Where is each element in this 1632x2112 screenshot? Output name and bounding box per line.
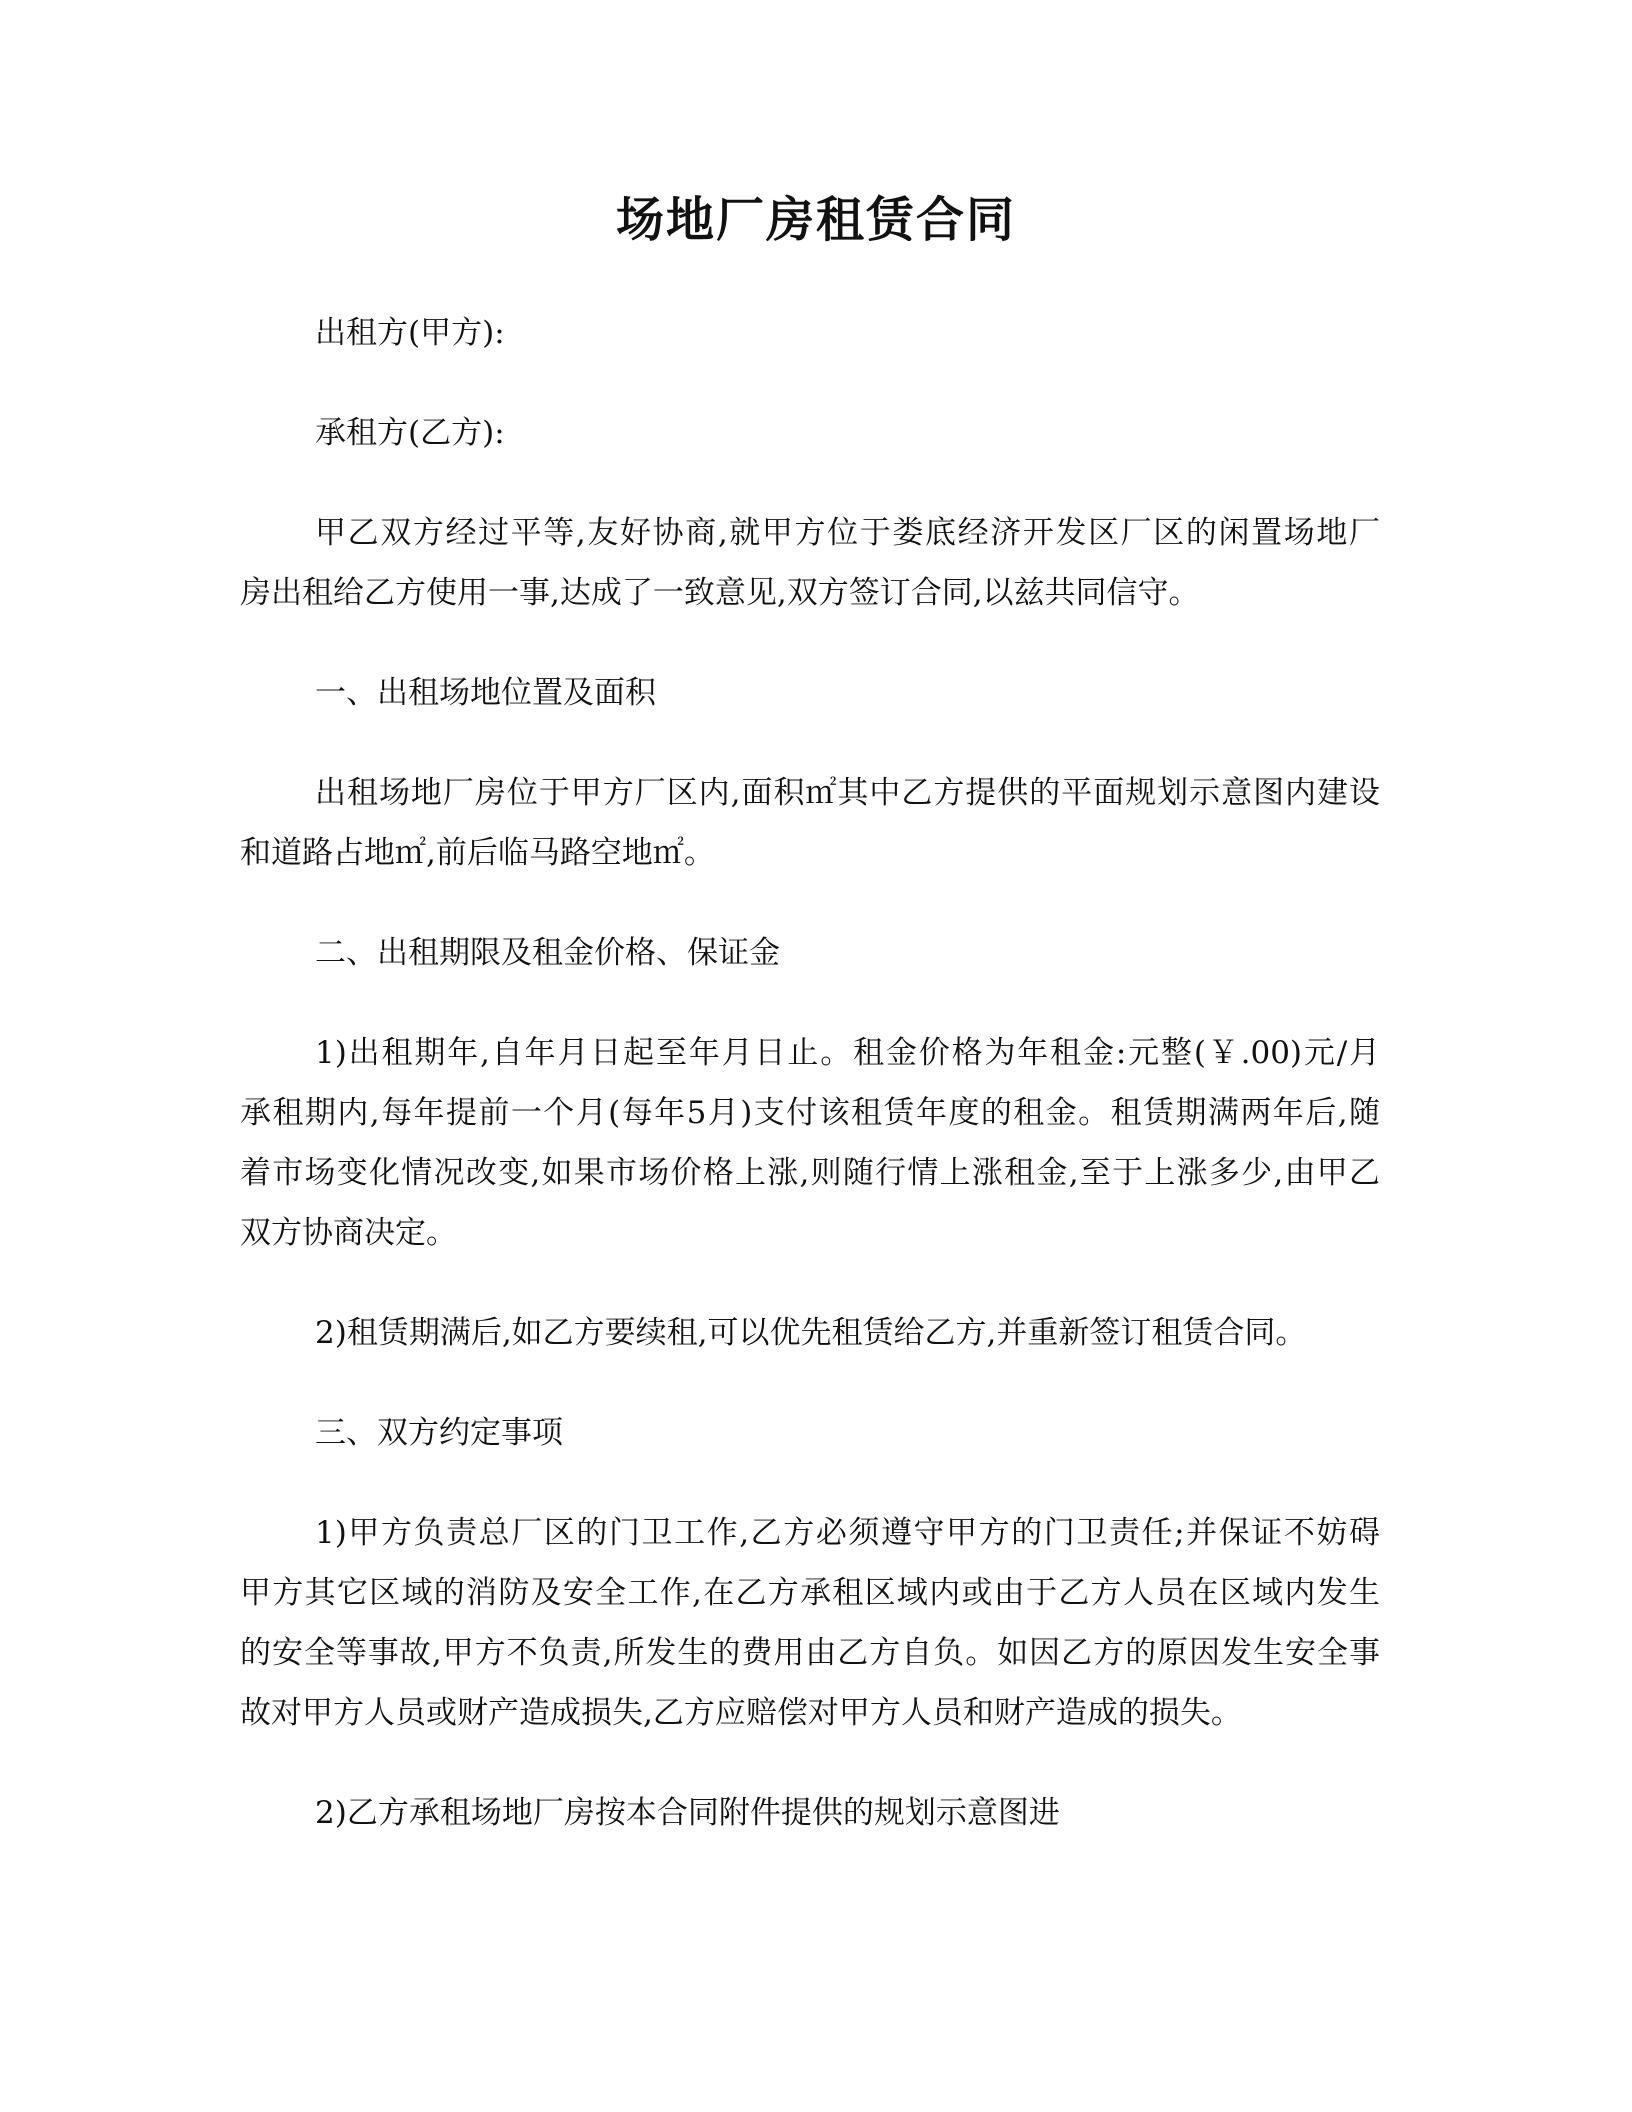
text-line: 房出租给乙方使用一事,达成了一致意见,双方签订合同,以兹共同信守。 bbox=[240, 575, 1200, 611]
paragraph bbox=[240, 1403, 1380, 1463]
paragraph bbox=[240, 1023, 1380, 1263]
document-body bbox=[240, 303, 1380, 1883]
text-line: 承租期内,每年提前一个月(每年5月)支付该租赁年度的租金。租赁期满两年后,随 bbox=[240, 1095, 1380, 1131]
text-line: 甲乙双方经过平等,友好协商,就甲方位于娄底经济开发区厂区的闲置场地厂 bbox=[315, 515, 1380, 551]
text-line: 一、出租场地位置及面积 bbox=[315, 675, 656, 711]
text-line: 着市场变化情况改变,如果市场价格上涨,则随行情上涨租金,至于上涨多少,由甲乙 bbox=[240, 1155, 1380, 1191]
text-line: 出租方(甲方): bbox=[315, 315, 505, 351]
text-line: 三、双方约定事项 bbox=[315, 1415, 563, 1451]
paragraph bbox=[240, 503, 1380, 623]
paragraph bbox=[240, 403, 1380, 463]
text-line: 双方协商决定。 bbox=[240, 1215, 457, 1251]
paragraph bbox=[240, 763, 1380, 883]
paragraph bbox=[240, 303, 1380, 363]
paragraph bbox=[240, 1783, 1380, 1843]
text-line: 的安全等事故,甲方不负责,所发生的费用由乙方自负。如因乙方的原因发生安全事 bbox=[240, 1635, 1380, 1671]
text-line: 出租场地厂房位于甲方厂区内,面积㎡其中乙方提供的平面规划示意图内建设 bbox=[315, 775, 1380, 811]
text-line: 2)乙方承租场地厂房按本合同附件提供的规划示意图进 bbox=[315, 1795, 1060, 1831]
document-title: 场地厂房租赁合同 bbox=[615, 192, 1016, 248]
text-line: 1)甲方负责总厂区的门卫工作,乙方必须遵守甲方的门卫责任;并保证不妨碍 bbox=[315, 1515, 1380, 1551]
text-line: 1)出租期年,自年月日起至年月日止。租金价格为年租金:元整(￥.00)元/月 bbox=[315, 1035, 1380, 1071]
paragraph bbox=[240, 663, 1380, 723]
text-line: 二、出租期限及租金价格、保证金 bbox=[315, 935, 780, 971]
text-line: 2)租赁期满后,如乙方要续租,可以优先租赁给乙方,并重新签订租赁合同。 bbox=[315, 1315, 1307, 1351]
paragraph bbox=[240, 1303, 1380, 1363]
text-line: 承租方(乙方): bbox=[315, 415, 505, 451]
text-line: 故对甲方人员或财产造成损失,乙方应赔偿对甲方人员和财产造成的损失。 bbox=[240, 1695, 1242, 1731]
paragraph bbox=[240, 1503, 1380, 1743]
text-line: 甲方其它区域的消防及安全工作,在乙方承租区域内或由于乙方人员在区域内发生 bbox=[240, 1575, 1380, 1611]
paragraph bbox=[240, 923, 1380, 983]
text-line: 和道路占地㎡,前后临马路空地㎡。 bbox=[240, 835, 715, 871]
